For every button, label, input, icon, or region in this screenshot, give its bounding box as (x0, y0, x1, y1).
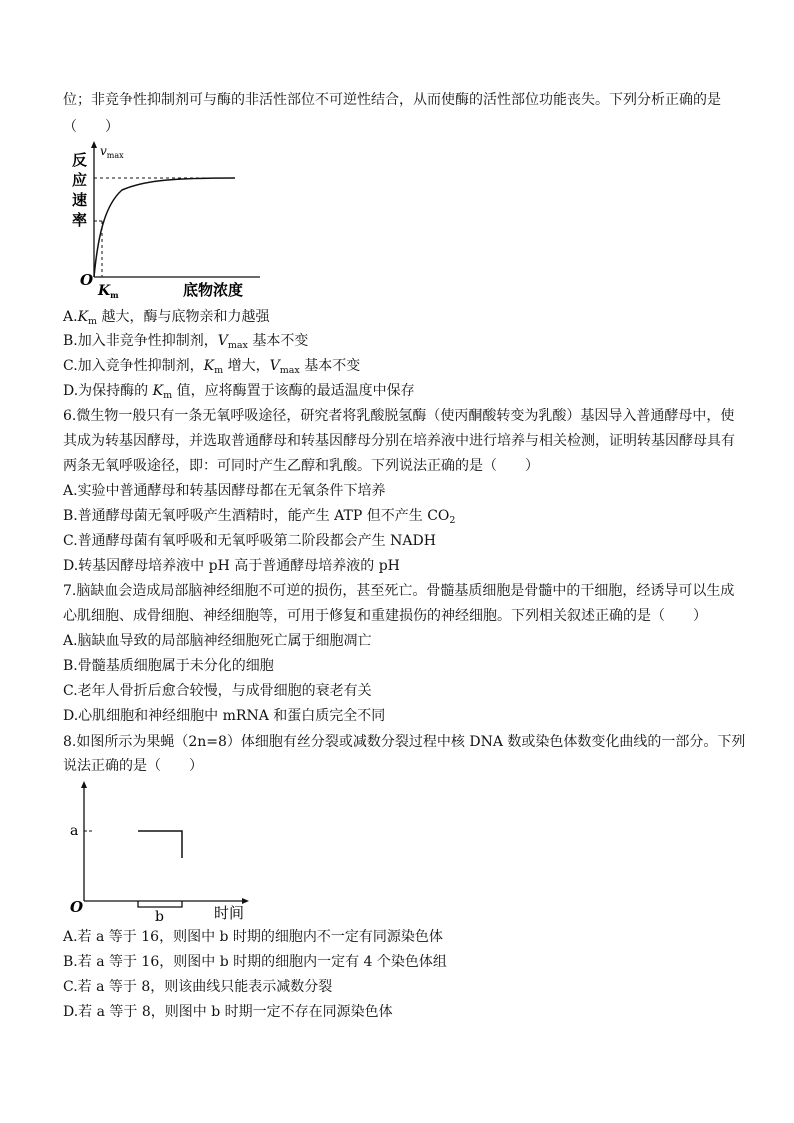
q5-option-c: C.加入竞争性抑制剂，$K_m$ 增大，$V_{max}$ 基本不变 (63, 358, 361, 376)
b-period-bracket (138, 901, 182, 907)
svg-text:率: 率 (72, 211, 88, 229)
q8-option-b: B.若 a 等于 16，则图中 b 时期的细胞内一定有 4 个染色体组 (63, 954, 447, 970)
division-curve-figure (60, 775, 270, 925)
q7-stem-line-2: 心肌细胞、成骨细胞、神经细胞等，可用于修复和重建损伤的神经细胞。下列相关叙述正确的是（ ） (63, 608, 707, 624)
svg-text:应: 应 (72, 171, 88, 189)
q7-option-b: B.骨髓基质细胞属于未分化的细胞 (63, 658, 274, 674)
enzyme-kinetics-figure (60, 135, 280, 305)
q6-option-a: A.实验中普通酵母和转基因酵母都在无氧条件下培养 (63, 483, 386, 499)
q7-option-c: C.老年人骨折后愈合较慢，与成骨细胞的衰老有关 (63, 683, 372, 699)
q8-stem-line-2: 说法正确的是（ ） (63, 758, 203, 774)
q8-option-d: D.若 a 等于 8，则图中 b 时期一定不存在同源染色体 (63, 1004, 393, 1020)
a-label: a (70, 823, 79, 839)
svg-text:反: 反 (72, 151, 88, 169)
vmax-label: $v_{max}$ (100, 144, 124, 160)
q5-stem-line: 位；非竞争性抑制剂可与酶的非活性部位不可逆性结合，从而使酶的活性部位功能丧失。下列分析正确的是 (63, 92, 721, 108)
q6-stem-line-1: 6.微生物一般只有一条无氧呼吸途径，研究者将乳酸脱氢酶（使丙酮酸转变为乳酸）基因导入普通酵母中，使 (63, 408, 735, 424)
y-axis-arrow (91, 141, 97, 148)
q6-option-d: D.转基因酵母培养液中 pH 高于普通酵母培养液的 pH (63, 558, 400, 574)
q5-option-a: $A.K_m$ 越大，酶与底物亲和力越强 (63, 309, 270, 327)
count-curve (138, 831, 182, 858)
reaction-rate-curve (94, 178, 235, 277)
q6-stem-line-3: 两条无氧呼吸途径，即：可同时产生乙醇和乳酸。下列说法正确的是（ ） (63, 458, 539, 474)
origin-label: O (70, 898, 84, 916)
km-label: $K_m$ (98, 283, 119, 300)
q8-option-c: C.若 a 等于 8，则该曲线只能表示减数分裂 (63, 979, 333, 995)
q6-option-b: B.普通酵母菌无氧呼吸产生酒精时，能产生 ATP 但不产生 $CO_2$ (63, 508, 456, 526)
q8-stem-line-1: 8.如图所示为果蝇（2n=8）体细胞有丝分裂或减数分裂过程中核 DNA 数或染色体数变化曲线的一部分。下列 (63, 734, 746, 750)
q5-option-b: B.加入非竞争性抑制剂，$V_{max}$ 基本不变 (63, 333, 309, 351)
x-axis-label: 底物浓度 (183, 281, 244, 299)
q6-option-c: C.普通酵母菌有氧呼吸和无氧呼吸第二阶段都会产生 NADH (63, 533, 436, 549)
q7-option-d: D.心肌细胞和神经细胞中 mRNA 和蛋白质完全不同 (63, 708, 386, 724)
b-label: b (155, 909, 164, 925)
y-axis-arrow (81, 781, 87, 788)
q7-stem-line-1: 7.脑缺血会造成局部脑神经细胞不可逆的损伤，甚至死亡。骨髓基质细胞是骨髓中的干细胞，经诱导可以生成 (63, 583, 735, 599)
q5-answer-paren: （ ） (63, 119, 119, 135)
x-axis-label: 时间 (214, 904, 245, 922)
svg-text:速: 速 (72, 191, 88, 209)
q8-option-a: A.若 a 等于 16，则图中 b 时期的细胞内不一定有同源染色体 (63, 929, 443, 945)
q6-stem-line-2: 其成为转基因酵母，并选取普通酵母和转基因酵母分别在培养液中进行培养与相关检测，证明转基因酵母具有 (63, 433, 735, 449)
origin-label: O (80, 271, 94, 289)
q7-option-a: A.脑缺血导致的局部脑神经细胞死亡属于细胞凋亡 (63, 633, 372, 649)
y-axis-label (72, 151, 87, 229)
q5-option-d: D.为保持酶的 $K_m$ 值，应将酶置于该酶的最适温度中保存 (63, 383, 415, 401)
